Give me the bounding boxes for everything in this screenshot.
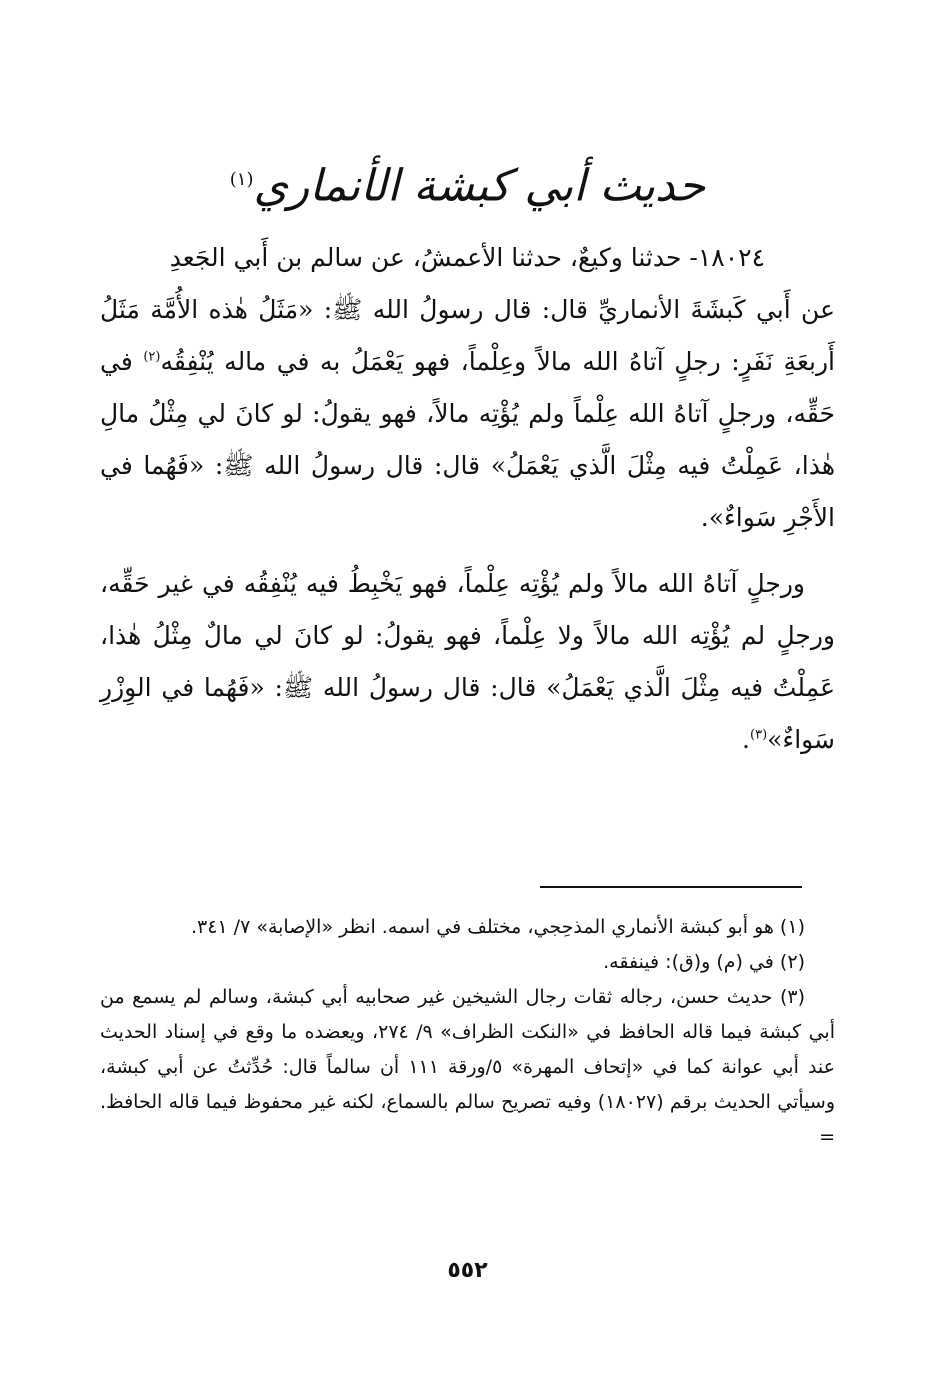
hadith-paragraph-1 (100, 232, 835, 284)
footnote-2: (٢) في (م) و(ق): فينفقه. (603, 951, 805, 973)
footnote-marker-2: (٢) (143, 349, 161, 365)
footnote-separator (540, 886, 802, 888)
matn-continuation: في حَقِّه، ورجلٍ آتاهُ الله عِلْماً ولم يُؤْتِه مالاً، فهو يقولُ: لو كانَ لي مِثْلُ مالِ هٰذا، عَمِلْتُ فيه مِثْلَ الَّذي يَعْمَلُ» قال: قال رسولُ الله ﷺ: «فَهُما في الأَجْرِ سَواءٌ». (100, 347, 835, 532)
paragraph-2-end: . (742, 725, 750, 754)
matn-second-part: ورجلٍ آتاهُ الله مالاً ولم يُؤْتِه عِلْماً، فهو يَخْبِطُ فيه يُنْفِقُه في غير حَقِّه، ورجلٍ لم يُؤْتِه الله مالاً ولا عِلْماً، فهو يقولُ: لو كانَ لي مالٌ مِثْلُ هٰذا، عَمِلْتُ فيه مِثْلَ الَّذي يَعْمَلُ» قال: قال رسولُ الله ﷺ: «فَهُما في الوِزْرِ سَواءٌ» (100, 569, 835, 754)
title-footnote-marker: (١) (229, 169, 254, 190)
hadith-number: ١٨٠٢٤- (689, 243, 765, 272)
hadith-body (100, 232, 835, 766)
footnote-marker-3: (٣) (750, 727, 768, 743)
chapter-title (0, 140, 935, 227)
hadith-paragraph-1-text (100, 284, 835, 544)
isnad-and-matn: عن أَبي كَبشَةَ الأنماريِّ قال: قال رسولُ الله ﷺ: «مَثَلُ هٰذه الأُمَّة مَثَلُ أَربعَةِ نَفَرٍ: رجلٍ آتاهُ الله مالاً وعِلْماً، فهو يَعْمَلُ به في ماله يُنْفِقُه (100, 295, 835, 376)
hadith-paragraph-2 (100, 558, 835, 766)
footnote-3: (٣) حديث حسن، رجاله ثقات رجال الشيخين غير صحابيه أبي كبشة، وسالم لم يسمع من أبي كبشة فيما قاله الحافظ في «النكت الظراف» ٩/ ٢٧٤، ويعضده ما وقع في إسناد الحديث عند أبي عوانة كما في «إتحاف المهرة» ٥/ورقة ١١١ أن سالماً قال: حُدِّثتُ عن أبي كبشة، وسيأتي الحديث برقم (١٨٠٢٧) وفيه تصريح سالم بالسماع، لكنه غير محفوظ فيما قاله الحافظ. = (100, 986, 836, 1148)
footnote-1: (١) هو أبو كبشة الأنماري المذحِجي، مختلف في اسمه. انظر «الإصابة» ٧/ ٣٤١. (190, 916, 805, 938)
page-number: ٥٥٢ (447, 1258, 488, 1283)
isnad-first-line: حدثنا وكيعٌ، حدثنا الأعمشُ، عن سالم بن أَبي الجَعدِ (169, 243, 682, 272)
footnotes (100, 910, 835, 1155)
chapter-title-text: حديث أبي كبشة الأنماري (253, 160, 706, 212)
